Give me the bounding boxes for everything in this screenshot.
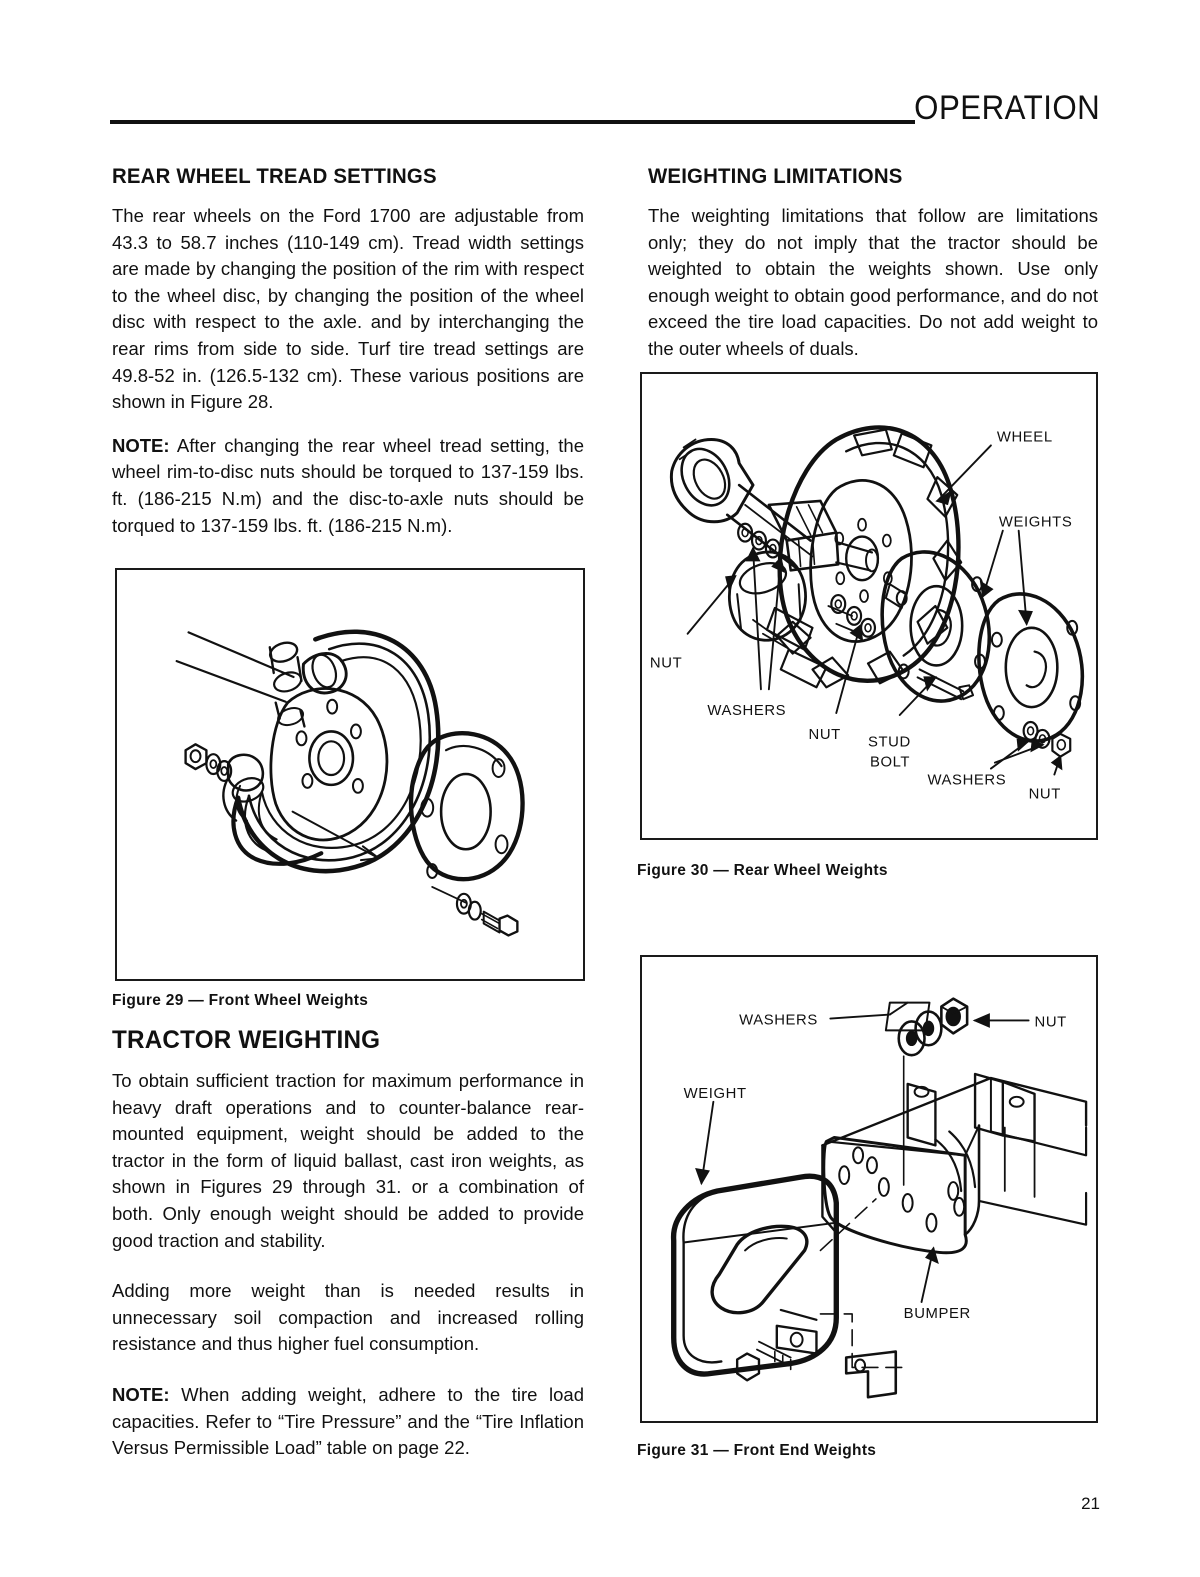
note-tread-torque bbox=[112, 433, 584, 539]
left-column bbox=[112, 165, 584, 556]
page-number: 21 bbox=[1081, 1494, 1100, 1513]
heading-weighting-limitations: WEIGHTING LIMITATIONS bbox=[648, 165, 903, 188]
figure-30-label-washers-left: WASHERS bbox=[707, 703, 787, 720]
figure-30-label-nut-right: NUT bbox=[1028, 786, 1061, 803]
figure-30-label-stud-bolt-2: BOLT bbox=[869, 754, 911, 771]
figure-30-label-nut-center: NUT bbox=[808, 726, 841, 743]
figure-30-label-wheel: WHEEL bbox=[996, 429, 1053, 446]
figure-30-label-stud-bolt-1: STUD bbox=[868, 734, 911, 751]
paragraph-weighting-limitations: The weighting limitations that follow are limitations only; they do not imply that the tractor should be weighted to obtain the weights shown. Use only enough weight to obtain good performance, and do not exceed the tire load capacities. Do not add weight to the outer wheels of duals. bbox=[648, 205, 1098, 359]
figure-31-label-washers: WASHERS bbox=[739, 1012, 818, 1029]
heading-tractor-weighting: TRACTOR WEIGHTING bbox=[112, 1026, 381, 1054]
figure-31-caption: Figure 31 — Front End Weights bbox=[637, 1442, 877, 1459]
figure-31-label-bumper: BUMPER bbox=[903, 1305, 971, 1322]
figure-30-label-washers-right: WASHERS bbox=[927, 772, 1007, 789]
figure-29-illustration bbox=[117, 570, 583, 979]
heading-rear-wheel-tread-settings: REAR WHEEL TREAD SETTINGS bbox=[112, 165, 437, 188]
figure-30-label-weights: WEIGHTS bbox=[998, 514, 1073, 531]
paragraph-tractor-weighting-1: To obtain sufficient traction for maximum performance in heavy draft operations and to counter-balance rear-mounted equipment, weight should be added to the tractor in the form of liquid ballast, cast iron weights, as shown in Figures 29 through 31. or a combination of both. Only enough weight should be added to provide good traction and stability. bbox=[112, 1070, 584, 1251]
paragraph-tractor-weighting-2: Adding more weight than is needed results in unnecessary soil compaction and increased rolling resistance and thus higher fuel consumption. bbox=[112, 1280, 584, 1355]
left-column-continued bbox=[112, 1022, 584, 1462]
figure-30-caption: Figure 30 — Rear Wheel Weights bbox=[637, 862, 888, 879]
note-text: When adding weight, adhere to the tire load capacities. Refer to “Tire Pressure” and the “Tire Inflation Versus Permissible Load” table on page 22. bbox=[112, 1383, 584, 1459]
note-text: After changing the rear wheel tread setting, the wheel rim-to-disc nuts should be torqued to 137-159 lbs. ft. (186-215 N.m) and the disc-to-axle nuts should be torqued to 137-159 lbs. ft. (186-215 N.m). bbox=[112, 434, 584, 536]
figure-30-label-nut-left: NUT bbox=[649, 655, 683, 672]
figure-31-label-weight: WEIGHT bbox=[683, 1085, 747, 1102]
figure-31-label-nut: NUT bbox=[1034, 1014, 1067, 1031]
note-label: NOTE: bbox=[112, 1383, 170, 1405]
figure-31-illustration bbox=[642, 957, 1096, 1421]
page-header bbox=[110, 88, 1100, 138]
figure-30-rear-wheel-weights bbox=[640, 372, 1098, 840]
figure-30-illustration bbox=[642, 374, 1096, 838]
header-rule bbox=[110, 120, 915, 124]
note-tire-load bbox=[112, 1382, 584, 1462]
figure-29-caption: Figure 29 — Front Wheel Weights bbox=[112, 992, 369, 1009]
right-column bbox=[648, 165, 1098, 363]
figure-31-front-end-weights bbox=[640, 955, 1098, 1423]
paragraph-rear-wheel-tread: The rear wheels on the Ford 1700 are adjustable from 43.3 to 58.7 inches (110-149 cm). Tread width settings are made by changing the position of the rim with respect to the wheel disc, by changing the position of the wheel disc with respect to the axle. and by interchanging the rear rims from side to side. Turf tire tread settings are 49.8-52 in. (126.5-132 cm). These various positions are shown in Figure 28. bbox=[112, 205, 584, 413]
page-header-title: OPERATION bbox=[913, 89, 1100, 127]
figure-29-front-wheel-weights bbox=[115, 568, 585, 981]
note-label: NOTE: bbox=[112, 434, 170, 456]
